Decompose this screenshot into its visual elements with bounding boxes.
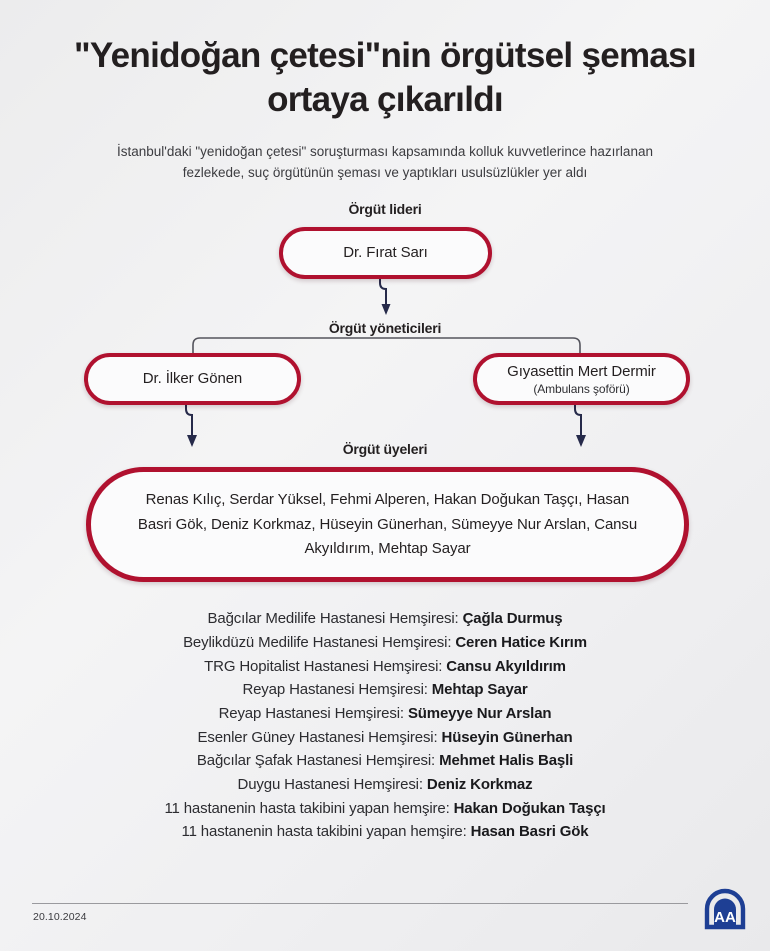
box-org-manager-2[interactable]: [473, 353, 690, 405]
roster-name: Hasan Basri Gök: [470, 823, 589, 841]
roster-role: Duygu Hastanesi Hemşiresi:: [237, 776, 427, 794]
roster-item: [0, 631, 770, 655]
roster-item: [0, 702, 770, 726]
label-org-leader: Örgüt lideri: [348, 201, 422, 218]
footer-divider: [32, 903, 688, 904]
roster-name: Hakan Doğukan Taşçı: [453, 799, 606, 817]
org-manager-2-role: (Ambulans şoförü): [533, 381, 630, 396]
org-leader-name: Dr. Fırat Sarı: [343, 244, 428, 262]
publish-date: 20.10.2024: [33, 911, 87, 923]
box-org-members[interactable]: [86, 467, 689, 582]
roster-role: 11 hastanenin hasta takibini yapan hemşire:: [164, 799, 454, 817]
footer: [0, 885, 770, 951]
page-title: "Yenidoğan çetesi"nin örgütsel şeması ortaya çıkarıldı: [74, 36, 696, 120]
roster-item: [0, 820, 770, 844]
roster-role: Esenler Güney Hastanesi Hemşiresi:: [197, 728, 442, 746]
roster-item: [0, 749, 770, 773]
roster-name: Hüseyin Günerhan: [441, 728, 573, 746]
roster-name: Mehmet Halis Başli: [439, 752, 574, 770]
roster-role: Bağcılar Medilife Hastanesi Hemşiresi:: [207, 610, 463, 628]
roster-item: [0, 726, 770, 750]
roster-name: Ceren Hatice Kırım: [455, 633, 587, 651]
roster-role: Reyap Hastanesi Hemşiresi:: [218, 704, 408, 722]
roster-name: Çağla Durmuş: [462, 610, 563, 628]
roster-role: 11 hastanenin hasta takibini yapan hemşire:: [181, 823, 471, 841]
box-org-manager-1[interactable]: [84, 353, 301, 405]
box-org-leader[interactable]: [279, 227, 492, 279]
roster-role: Reyap Hastanesi Hemşiresi:: [242, 681, 432, 699]
roster-role: Beylikdüzü Medilife Hastanesi Hemşiresi:: [183, 633, 456, 651]
roster-item: [0, 678, 770, 702]
svg-text:AA: AA: [714, 909, 736, 926]
headline-block: [0, 0, 770, 183]
org-chart: [0, 201, 770, 601]
roster-item: [0, 797, 770, 821]
roster-list: [0, 607, 770, 844]
roster-role: Bağcılar Şafak Hastanesi Hemşiresi:: [196, 752, 440, 770]
label-org-managers: Örgüt yöneticileri: [328, 320, 442, 337]
label-org-members: Örgüt üyeleri: [342, 441, 428, 458]
org-manager-2-label: Gıyasettin Mert Dermir: [507, 362, 656, 380]
roster-role: TRG Hopitalist Hastanesi Hemşiresi:: [204, 657, 447, 675]
org-manager-2-name: [507, 363, 656, 396]
org-members-list: Renas Kılıç, Serdar Yüksel, Fehmi Alperen, Hakan Doğukan Taşçı, Hasan Basri Gök, Deniz Korkmaz, Hüseyin Günerhan, Sümeyye Nur Arslan, Cansu Akyıldırım, Mehtap Sayar: [137, 491, 638, 557]
page-subtitle: İstanbul'daki "yenidoğan çetesi" soruşturması kapsamında kolluk kuvvetlerince hazırlanan fezlekede, suç örgütünün şeması ve yaptıkları usulsüzlükler yer aldı: [117, 144, 653, 180]
roster-item: [0, 773, 770, 797]
roster-item: [0, 655, 770, 679]
org-manager-1-name: Dr. İlker Gönen: [142, 370, 243, 388]
roster-name: Cansu Akyıldırım: [446, 657, 566, 675]
roster-name: Sümeyye Nur Arslan: [407, 704, 552, 722]
roster-name: Deniz Korkmaz: [426, 776, 533, 794]
aa-logo-icon: [702, 887, 748, 931]
roster-item: [0, 607, 770, 631]
roster-name: Mehtap Sayar: [431, 681, 528, 699]
